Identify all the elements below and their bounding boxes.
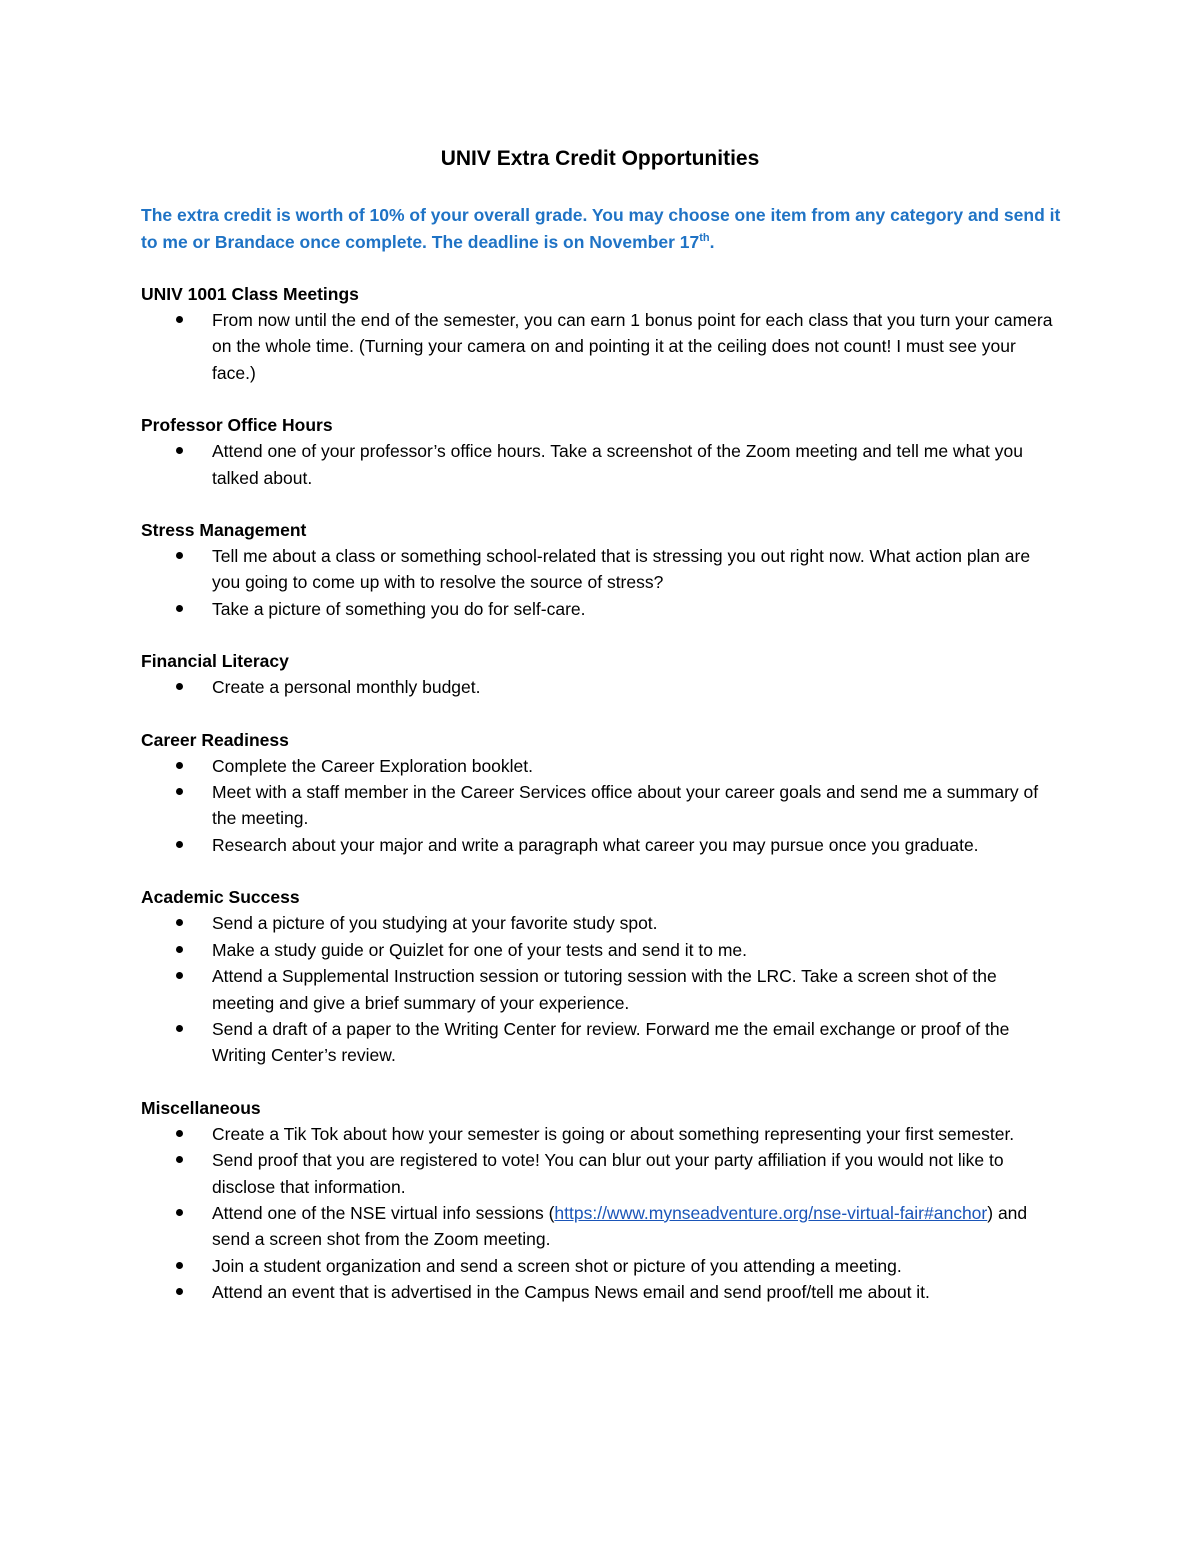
intro-superscript: th [699,232,710,245]
bullet-dot-icon [176,552,183,559]
section [141,884,1061,1068]
intro-text: The extra credit is worth of 10% of your overall grade. You may choose one item from any category and send it to me or Brandace once complete. The deadline is on November 17 [141,205,1061,252]
list-item [141,1253,1061,1279]
list-item [141,438,1061,491]
list-item-text: Take a picture of something you do for self-care. [212,598,586,619]
bullet-dot-icon [176,972,183,979]
list-item-text: From now until the end of the semester, you can earn 1 bonus point for each class that you turn your camera on the whole time. (Turning your camera on and pointing it at the ceiling does not count! I must see your face.) [212,310,1053,383]
list-item [141,779,1061,832]
bullet-list [141,438,1061,491]
bullet-dot-icon [176,919,183,926]
bullet-dot-icon [176,788,183,795]
section [141,281,1061,386]
bullet-list [141,753,1061,859]
section-heading: UNIV 1001 Class Meetings [141,284,359,304]
bullet-list [141,910,1061,1068]
list-item [141,543,1061,596]
section [141,1095,1061,1306]
list-item-text: Attend one of your professor’s office hours. Take a screenshot of the Zoom meeting and tell me what you talked about. [212,441,1023,488]
section-heading: Academic Success [141,887,300,908]
list-item [141,963,1061,1016]
list-item-text: Attend an event that is advertised in the Campus News email and send proof/tell me about it. [212,1282,930,1303]
list-item [141,674,1061,700]
list-item [141,832,1061,858]
bullet-dot-icon [176,841,183,848]
list-item [141,596,1061,622]
intro-paragraph [141,202,1061,256]
bullet-list [141,1121,1061,1306]
list-item-text: ) and send a screen shot from the Zoom meeting. [212,1202,1028,1250]
bullet-dot-icon [176,605,183,612]
section [141,412,1061,491]
list-item-text: Meet with a staff member in the Career Services office about your career goals and send me a summary of the meeting. [212,782,1039,829]
bullet-dot-icon [176,683,183,690]
bullet-dot-icon [176,1156,183,1163]
bullet-list [141,543,1061,622]
section-heading: Stress Management [141,520,307,541]
section-heading: Career Readiness [141,729,289,750]
list-item-text: Complete the Career Exploration booklet. [212,755,534,776]
list-item [141,937,1061,963]
list-item-text: Attend one of the NSE virtual info sessions ( [212,1202,555,1223]
bullet-dot-icon [176,946,183,953]
bullet-dot-icon [176,1130,183,1137]
list-item-text: Send proof that you are registered to vote! You can blur out your party affiliation if you would not like to disclose that information. [212,1150,1004,1197]
section-heading: Professor Office Hours [141,415,333,436]
bullet-dot-icon [176,762,183,769]
sections-container [141,281,1061,1332]
bullet-list [141,674,1061,700]
list-item-text: Make a study guide or Quizlet for one of your tests and send it to me. [212,939,748,960]
bullet-dot-icon [176,1262,183,1269]
bullet-dot-icon [176,1025,183,1032]
list-item [141,1279,1061,1305]
list-item-text: Tell me about a class or something school-related that is stressing you out right now. What action plan are you going to come up with to resolve the source of stress? [212,546,1031,593]
bullet-dot-icon [176,316,183,323]
nse-link[interactable]: https://www.mynseadventure.org/nse-virtual-fair#anchor [554,1202,988,1223]
list-item-text: Research about your major and write a paragraph what career you may pursue once you graduate. [212,834,979,855]
list-item-text: Create a personal monthly budget. [212,677,481,698]
list-item [141,1016,1061,1069]
list-item [141,307,1061,386]
list-item [141,910,1061,936]
list-item-text: Send a picture of you studying at your favorite study spot. [212,913,658,934]
bullet-dot-icon [176,1209,183,1216]
bullet-list [141,307,1061,386]
section-heading: Miscellaneous [141,1097,261,1118]
list-item [141,753,1061,779]
list-item-text: Create a Tik Tok about how your semester is going or about something representing your first semester. [212,1123,1015,1144]
section [141,648,1061,700]
list-item-text: Attend a Supplemental Instruction session or tutoring session with the LRC. Take a screen shot of the meeting and give a brief summary of your experience. [212,966,997,1013]
bullet-dot-icon [176,1288,183,1295]
intro-suffix: . [709,232,715,252]
list-item [141,1200,1061,1253]
list-item [141,1147,1061,1200]
section [141,517,1061,622]
page-title: UNIV Extra Credit Opportunities [440,147,760,170]
list-item-text: Join a student organization and send a screen shot or picture of you attending a meeting. [212,1255,902,1276]
section [141,727,1061,859]
list-item [141,1121,1061,1147]
list-item-text: Send a draft of a paper to the Writing Center for review. Forward me the email exchange or proof of the Writing Center’s review. [212,1018,1010,1066]
section-heading: Financial Literacy [141,651,289,672]
bullet-dot-icon [176,447,183,454]
